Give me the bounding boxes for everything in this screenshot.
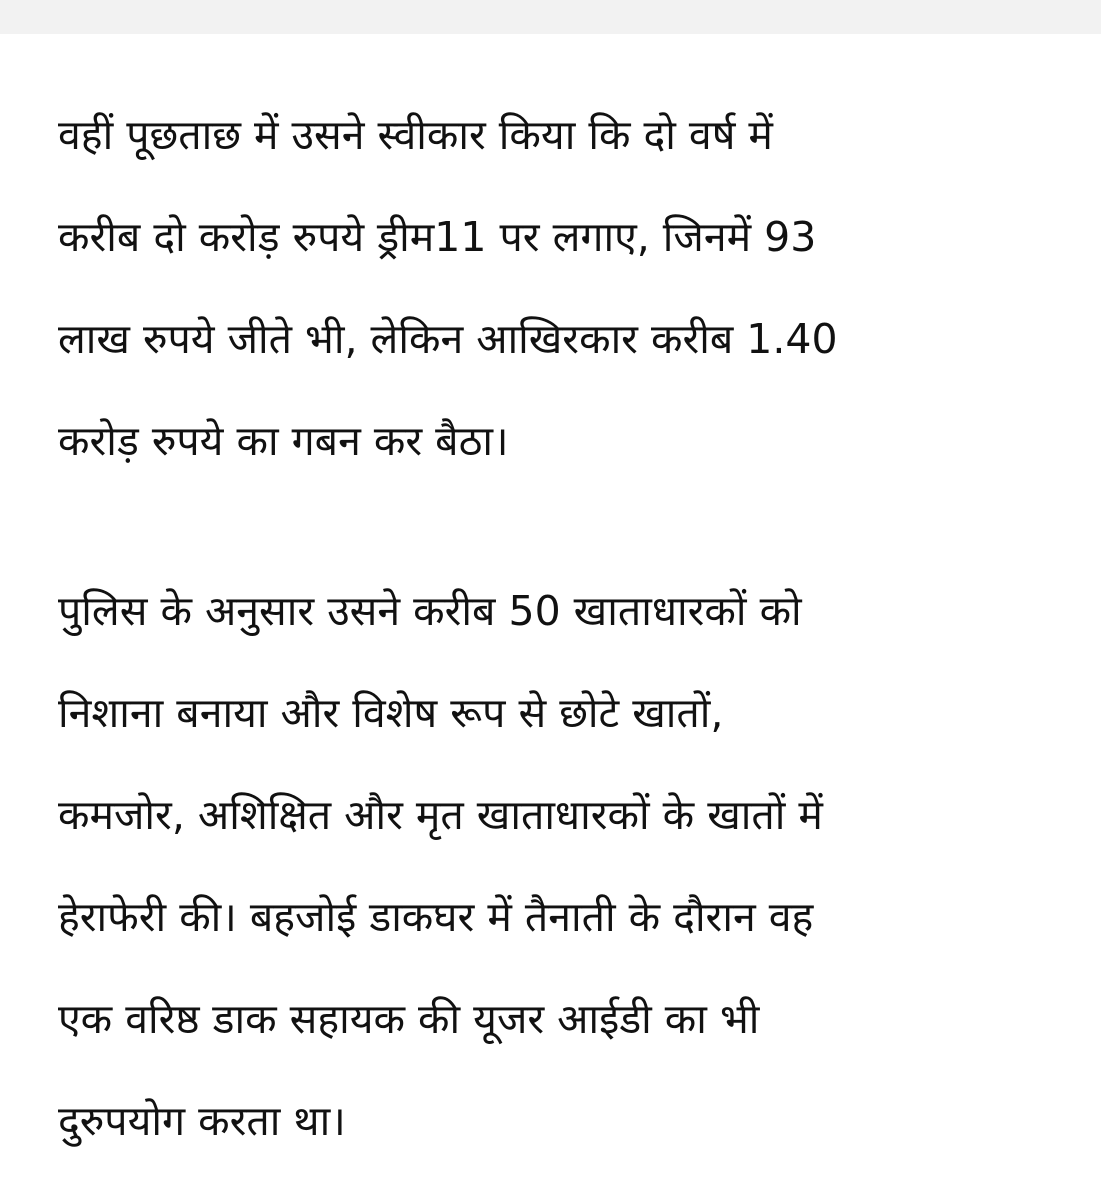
article-paragraph-2: पुलिस के अनुसार उसने करीब 50 खाताधारकों को निशाना बनाया और विशेष रूप से छोटे खातों, कमजोर, अशिक्षित और मृत खाताधारकों के खातों में हेराफेरी की। बहजोई डाकघर में तैनाती के दौरान वह एक वरिष्ठ डाक सहायक की यूजर आईडी का भी दुरुपयोग करता था।: [58, 587, 823, 1145]
top-bar: [0, 0, 1101, 34]
article-body: [58, 84, 1078, 1172]
article-paragraph-1: वहीं पूछताछ में उसने स्वीकार किया कि दो वर्ष में करीब दो करोड़ रुपये ड्रीम11 पर लगाए, जिनमें 93 लाख रुपये जीते भी, लेकिन आखिरकार करीब 1.40 करोड़ रुपये का गबन कर बैठा।: [58, 111, 838, 465]
